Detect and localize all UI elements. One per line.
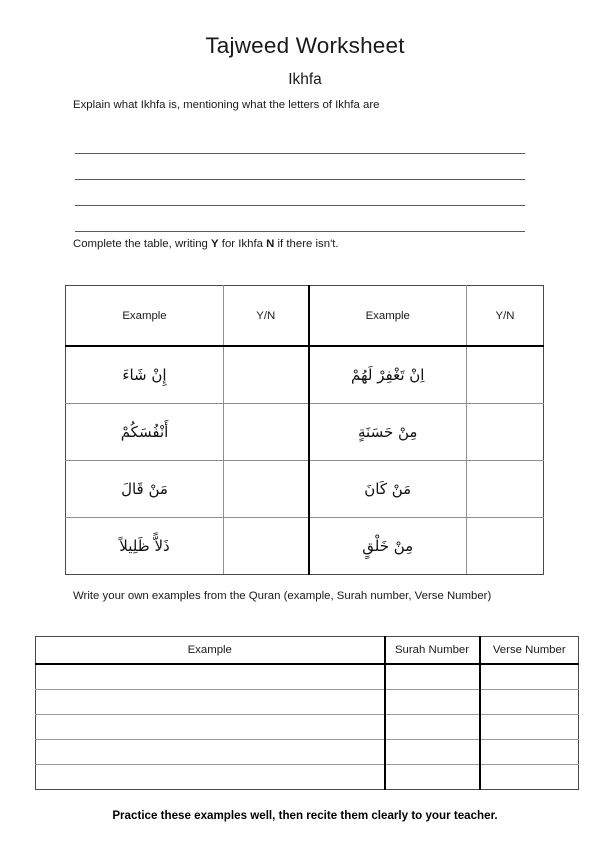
answer-cell[interactable] xyxy=(224,404,309,461)
verse-number-cell[interactable] xyxy=(480,765,579,790)
page-subtitle: Ikhfa xyxy=(288,71,322,88)
verse-number-cell[interactable] xyxy=(480,740,579,765)
example-cell: مَنْ كَانَ xyxy=(309,461,467,518)
surah-number-cell[interactable] xyxy=(385,715,480,740)
surah-number-cell[interactable] xyxy=(385,664,480,690)
table-row xyxy=(66,404,544,461)
column-header-yn-left: Y/N xyxy=(224,286,309,347)
example-cell: أَنْفُسَكُمْ xyxy=(66,404,224,461)
footer-note: Practice these examples well, then recite them clearly to your teacher. xyxy=(112,809,498,822)
column-header-example: Example xyxy=(36,637,385,665)
own-examples-prompt: Write your own examples from the Quran (example, Surah number, Verse Number) xyxy=(73,590,492,602)
column-header-surah-number: Surah Number xyxy=(385,637,480,665)
example-cell[interactable] xyxy=(36,765,385,790)
example-cell[interactable] xyxy=(36,715,385,740)
table-header-row xyxy=(36,637,579,665)
answer-cell[interactable] xyxy=(224,461,309,518)
answer-line[interactable] xyxy=(75,154,525,180)
example-cell: مَنْ قَالَ xyxy=(66,461,224,518)
ikhfa-yn-table xyxy=(65,285,544,575)
yn-table-prompt xyxy=(73,238,339,250)
table-row xyxy=(66,346,544,404)
answer-line[interactable] xyxy=(75,128,525,154)
table-row xyxy=(36,740,579,765)
table-row xyxy=(66,518,544,575)
example-cell[interactable] xyxy=(36,740,385,765)
answer-cell[interactable] xyxy=(224,346,309,404)
verse-number-cell[interactable] xyxy=(480,664,579,690)
answer-cell[interactable] xyxy=(467,518,544,575)
table-row xyxy=(36,664,579,690)
column-header-example-left: Example xyxy=(66,286,224,347)
surah-number-cell[interactable] xyxy=(385,690,480,715)
answer-cell[interactable] xyxy=(467,461,544,518)
yn-prompt-text-between: for Ikhfa xyxy=(218,238,267,250)
column-header-verse-number: Verse Number xyxy=(480,637,579,665)
explain-prompt: Explain what Ikhfa is, mentioning what the letters of Ikhfa are xyxy=(73,99,380,111)
table-header-row xyxy=(66,286,544,347)
example-cell: اِنْ تَغْفِرْ لَهُمْ xyxy=(309,346,467,404)
surah-number-cell[interactable] xyxy=(385,740,480,765)
example-cell[interactable] xyxy=(36,690,385,715)
answer-line[interactable] xyxy=(75,206,525,232)
table-row xyxy=(36,690,579,715)
answer-cell[interactable] xyxy=(467,404,544,461)
table-row xyxy=(36,715,579,740)
yn-prompt-text-before: Complete the table, writing xyxy=(73,238,212,250)
yn-prompt-letter-y: Y xyxy=(211,238,219,250)
answer-cell[interactable] xyxy=(224,518,309,575)
table-row xyxy=(36,765,579,790)
example-cell[interactable] xyxy=(36,664,385,690)
example-cell: ذَلاًّ ظَلِيلاً xyxy=(66,518,224,575)
example-cell: إِنْ شَاءَ xyxy=(66,346,224,404)
verse-number-cell[interactable] xyxy=(480,690,579,715)
own-examples-table xyxy=(35,636,579,790)
page-title: Tajweed Worksheet xyxy=(205,33,405,58)
yn-prompt-text-after: if there isn't. xyxy=(274,238,339,250)
answer-lines-group xyxy=(75,128,525,232)
yn-prompt-letter-n: N xyxy=(266,238,275,250)
example-cell: مِنْ خَلْقٍ xyxy=(309,518,467,575)
surah-number-cell[interactable] xyxy=(385,765,480,790)
example-cell: مِنْ حَسَنَةٍ xyxy=(309,404,467,461)
column-header-yn-right: Y/N xyxy=(467,286,544,347)
answer-line[interactable] xyxy=(75,180,525,206)
column-header-example-right: Example xyxy=(309,286,467,347)
table-row xyxy=(66,461,544,518)
answer-cell[interactable] xyxy=(467,346,544,404)
verse-number-cell[interactable] xyxy=(480,715,579,740)
